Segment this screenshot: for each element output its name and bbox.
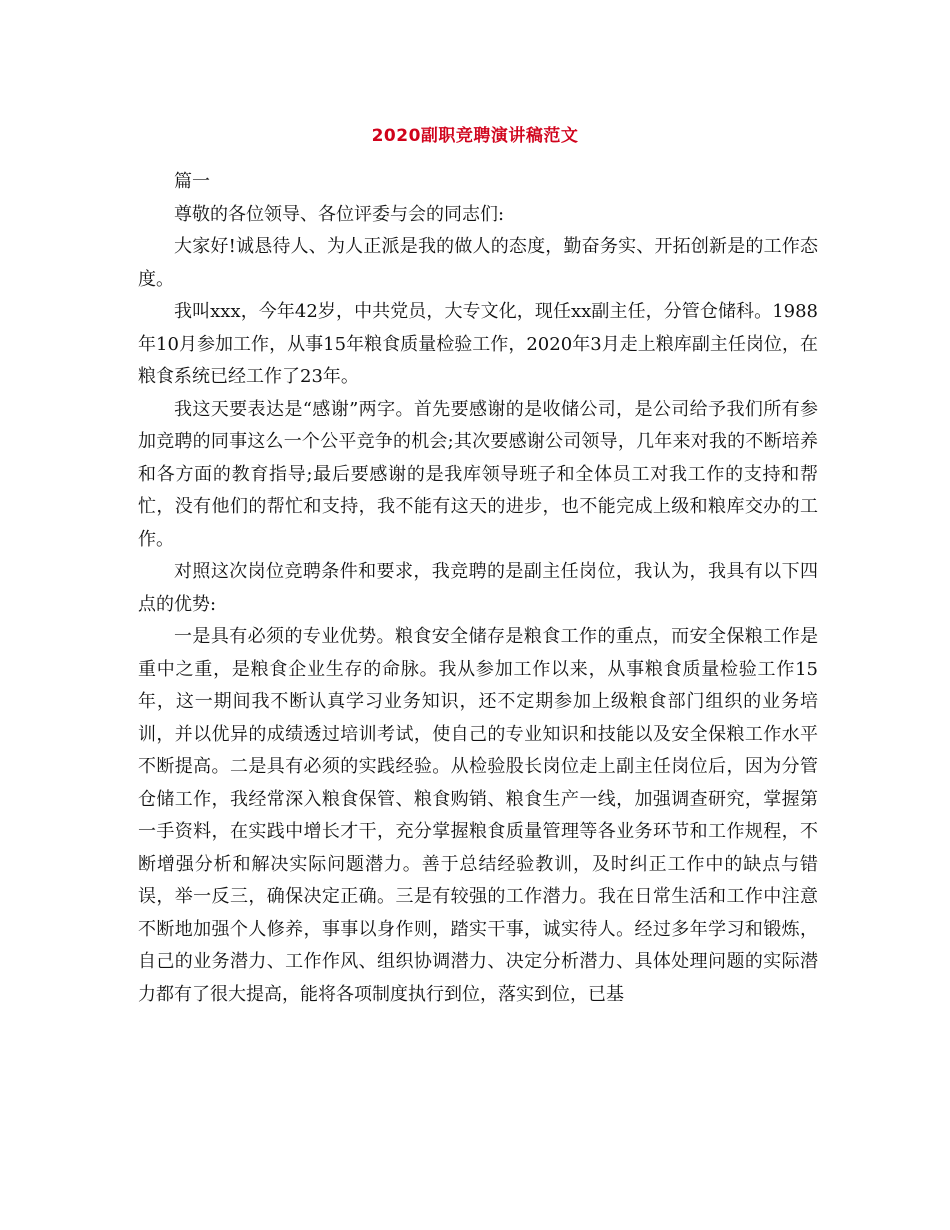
paragraph-salutation: 尊敬的各位领导、各位评委与会的同志们: <box>174 203 505 225</box>
paragraph-greeting: 大家好!诚恳待人、为人正派是我的做人的态度，勤奋务实、开拓创新是的工作态度。 <box>138 236 818 290</box>
paragraph-advantages-detail: 一是具有必须的专业优势。粮食安全储存是粮食工作的重点，而安全保粮工作是重中之重，是粮食企业生存的命脉。我从参加工作以来，从事粮食质量检验工作15年，这一期间我不断认真学习业务知识，还不定期参加上级粮食部门组织的业务培训，并以优异的成绩透过培训考试，使自己的专业知识和技能以及安全保粮工作水平不断提高。二是具有必须的实践经验。从检验股长岗位走上副主任岗位后，因为分管仓储工作，我经常深入粮食保管、粮食购销、粮食生产一线，加强调查研究，掌握第一手资料，在实践中增长才干，充分掌握粮食质量管理等各业务环节和工作规程，不断增强分析和解决实际问题潜力。善于总结经验教训，及时纠正工作中的缺点与错误，举一反三，确保决定正确。三是有较强的工作潜力。我在日常生活和工作中注意不断地加强个人修养，事事以身作则，踏实干事，诚实待人。经过多年学习和锻炼，自己的业务潜力、工作作风、组织协调潜力、决定分析潜力、具体处理问题的实际潜力都有了很大提高，能将各项制度执行到位，落实到位，已基 <box>138 626 818 1005</box>
paragraph-advantages-intro: 对照这次岗位竞聘条件和要求，我竞聘的是副主任岗位，我认为，我具有以下四点的优势: <box>138 561 818 615</box>
paragraph-thanks: 我这天要表达是“感谢”两字。首先要感谢的是收储公司，是公司给予我们所有参加竞聘的同事这么一个公平竞争的机会;其次要感谢公司领导，几年来对我的不断培养和各方面的教育指导;最后要感谢的是我库领导班子和全体员工对我工作的支持和帮忙，没有他们的帮忙和支持，我不能有这天的进步，也不能完成上级和粮库交办的工作。 <box>138 398 818 550</box>
paragraph-section-label: 篇一 <box>174 171 210 192</box>
document-title: 2020副职竞聘演讲稿范文 <box>371 126 579 146</box>
document-body <box>138 166 818 1011</box>
paragraph-self-introduction: 我叫xxx，今年42岁，中共党员，大专文化，现任xx副主任，分管仓储科。1988年10月参加工作，从事15年粮食质量检验工作，2020年3月走上粮库副主任岗位，在粮食系统已经工作了23年。 <box>138 301 818 387</box>
